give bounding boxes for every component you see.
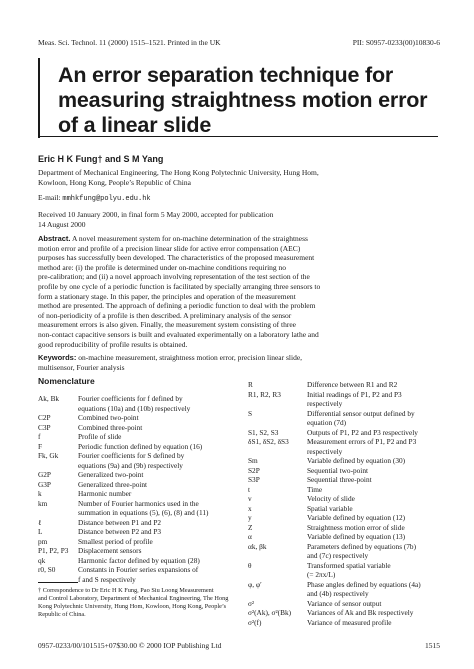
nomenclature-definition: Fourier coefficients for S defined by equations (9a) and (9b) respectively: [78, 451, 185, 470]
abstract-line: pre-calibration; and (ii) a novel approach involving representation of the test section of the: [38, 272, 310, 282]
nomenclature-entry: [38, 489, 240, 499]
nomenclature-entry: [248, 437, 440, 456]
journal-citation: Meas. Sci. Technol. 11 (2000) 1515–1521. Printed in the UK: [38, 38, 221, 47]
nomenclature-left-column: [38, 394, 240, 584]
nomenclature-entry: [248, 504, 440, 514]
nomenclature-entry: [38, 442, 240, 452]
nomenclature-definition: Variances of Ak and Bk respectively: [307, 608, 414, 617]
article-title: [58, 63, 428, 138]
nomenclature-symbol: θ: [248, 560, 252, 570]
abstract-line: A novel measurement system for on-machine determination of the straightness: [71, 234, 308, 243]
nomenclature-definition: Sequential two-point: [307, 465, 369, 475]
abstract-line: non-contact capacitive sensors is built and evaluated experimentally on a laboratory lathe and: [38, 329, 319, 339]
nomenclature-definition: Distance between P1 and P2: [78, 517, 162, 527]
nomenclature-symbol: qk: [38, 555, 46, 565]
nomenclature-definition: Number of Fourier harmonics used in the summation in equations (5), (6), (8) and (11): [78, 498, 209, 517]
nomenclature-symbol: αk, βk: [248, 541, 267, 551]
abstract-line: method are: (i) the profile is determined under on-machine conditions requiring no: [38, 262, 287, 272]
nomenclature-definition: Sequential three-point: [307, 475, 372, 484]
nomenclature-symbol: S1, S2, S3: [248, 427, 279, 437]
nomenclature-entry: [248, 542, 440, 561]
nomenclature-heading: Nomenclature: [38, 376, 95, 386]
nomenclature-entry: [248, 513, 440, 523]
abstract-line: of non-periodicity of a profile is then described. A preliminary analysis of the sensor: [38, 310, 292, 320]
nomenclature-entry: [248, 561, 440, 580]
nomenclature-entry: [248, 428, 440, 438]
nomenclature-entry: [248, 475, 440, 485]
title-line: of a linear slide: [58, 113, 212, 137]
nomenclature-entry: [38, 480, 240, 490]
nomenclature-definition: Variance of measured profile: [307, 617, 392, 627]
nomenclature-symbol: L: [38, 527, 43, 536]
keywords-line: multisensor, Fourier analysis: [38, 362, 125, 372]
nomenclature-definition: Constants in Fourier series expansions of f and S respectively: [78, 565, 199, 584]
nomenclature-definition: Parameters defined by equations (7b) and (7c) respectively: [307, 541, 417, 560]
nomenclature-symbol: ℓ: [38, 517, 42, 527]
nomenclature-entry: [38, 432, 240, 442]
page-number: 1515: [425, 641, 440, 650]
nomenclature-entry: [38, 394, 240, 413]
nomenclature-entry: [38, 499, 240, 518]
nomenclature-entry: [248, 390, 440, 409]
nomenclature-entry: [38, 423, 240, 433]
nomenclature-definition: Outputs of P1, P2 and P3 respectively: [307, 427, 418, 437]
footnote-line: and Control Laboratory, Department of Mechanical Engineering, The Hong: [38, 595, 229, 602]
nomenclature-definition: Velocity of slide: [307, 494, 355, 503]
nomenclature-definition: Variable defined by equation (30): [307, 456, 406, 465]
dates-line: 14 August 2000: [38, 219, 86, 229]
nomenclature-entry: [248, 494, 440, 504]
nomenclature-symbol: P1, P2, P3: [38, 546, 69, 555]
nomenclature-symbol: pm: [38, 536, 48, 546]
nomenclature-symbol: Fk, Gk: [38, 451, 59, 460]
nomenclature-symbol: R1, R2, R3: [248, 389, 281, 399]
email-link[interactable]: mmhkfung@polyu.edu.hk: [62, 195, 151, 203]
nomenclature-symbol: φ, φ′: [248, 579, 262, 589]
nomenclature-definition: Profile of slide: [78, 432, 122, 441]
nomenclature-definition: Difference between R1 and R2: [307, 380, 398, 389]
nomenclature-entry: [248, 466, 440, 476]
footnote-rule: [38, 582, 78, 583]
keywords: [38, 353, 438, 372]
nomenclature-symbol: v: [248, 494, 252, 503]
nomenclature-definition: Harmonic factor defined by equation (28): [78, 555, 200, 565]
title-line: measuring straightness motion error: [58, 88, 428, 112]
nomenclature-definition: Variable defined by equation (13): [307, 532, 406, 541]
nomenclature-symbol: σ²(f): [248, 617, 262, 627]
keywords-label: Keywords:: [38, 353, 77, 362]
nomenclature-definition: Measurement errors of P1, P2 and P3 respectively: [307, 437, 417, 456]
nomenclature-definition: Transformed spatial variable (= 2πx/L): [307, 560, 391, 579]
nomenclature-entry: [38, 556, 240, 566]
nomenclature-symbol: F: [38, 441, 43, 451]
abstract-line: purposes has successfully been developed. The characteristics of the proposed measurement: [38, 253, 315, 263]
footnote: [38, 587, 238, 619]
nomenclature-entry: [248, 409, 440, 428]
abstract-line: motion error and profile of a precision linear slide for active error compensation (AEC): [38, 243, 301, 253]
nomenclature-entry: [38, 470, 240, 480]
nomenclature-symbol: σ²: [248, 598, 255, 608]
abstract: [38, 234, 438, 349]
nomenclature-entry: [248, 580, 440, 599]
nomenclature-symbol: km: [38, 498, 48, 508]
nomenclature-definition: Spatial variable: [307, 503, 353, 513]
affiliation-line: Department of Mechanical Engineering, The Hong Kong Polytechnic University, Hung Hom,: [38, 168, 319, 177]
nomenclature-entry: [248, 532, 440, 542]
nomenclature-entry: [248, 380, 440, 390]
footnote-line: † Correspondence to Dr Eric H K Fung, Pao Siu Loong Measurement: [38, 587, 214, 594]
nomenclature-definition: Generalized three-point: [78, 479, 148, 489]
keywords-line: on-machine measurement, straightness motion error, precision linear slide,: [78, 353, 303, 362]
nomenclature-definition: Displacement sensors: [78, 546, 142, 555]
abstract-line: measurement errors is also given. Finally, the measurement system consisting of three: [38, 320, 296, 330]
nomenclature-definition: Straightness motion error of slide: [307, 522, 405, 532]
nomenclature-symbol: α: [248, 532, 252, 541]
nomenclature-symbol: Z: [248, 522, 253, 532]
abstract-line: profile by one cycle of a periodic function is facilitated by specially arranging three sensors to: [38, 281, 321, 291]
abstract-label: Abstract.: [38, 234, 71, 243]
nomenclature-symbol: y: [248, 513, 252, 522]
pii-code: PII: S0957-0233(00)10830-6: [352, 38, 440, 47]
nomenclature-symbol: f: [38, 432, 41, 441]
nomenclature-entry: [38, 518, 240, 528]
email-line: [38, 193, 438, 205]
author-list: Eric H K Fung† and S M Yang: [38, 154, 164, 164]
abstract-line: form a stationary stage. In this paper, the principles and operation of the measurement: [38, 291, 296, 301]
nomenclature-symbol: Ak, Bk: [38, 394, 60, 403]
email-label: E-mail:: [38, 193, 61, 202]
footer-copyright: 0957-0233/00/101515+07$30.00 © 2000 IOP Publishing Ltd: [38, 641, 222, 650]
nomenclature-definition: Initial readings of P1, P2 and P3 respectively: [307, 389, 402, 408]
nomenclature-definition: Generalized two-point: [78, 470, 144, 479]
nomenclature-entry: [38, 451, 240, 470]
nomenclature-entry: [38, 546, 240, 556]
nomenclature-definition: Variable defined by equation (12): [307, 513, 406, 522]
nomenclature-entry: [248, 456, 440, 466]
nomenclature-entry: [248, 523, 440, 533]
nomenclature-symbol: G2P: [38, 470, 51, 479]
nomenclature-definition: Harmonic number: [78, 489, 132, 498]
nomenclature-entry: [248, 599, 440, 609]
nomenclature-definition: Combined two-point: [78, 413, 139, 422]
nomenclature-symbol: x: [248, 503, 252, 513]
abstract-line: method are presented. The approach of defining a periodic function to deal with the problem: [38, 301, 316, 311]
nomenclature-symbol: S: [248, 408, 253, 418]
nomenclature-entry: [248, 485, 440, 495]
nomenclature-symbol: C2P: [38, 413, 51, 422]
affiliation: [38, 168, 438, 187]
nomenclature-entry: [38, 537, 240, 547]
nomenclature-symbol: k: [38, 489, 42, 498]
nomenclature-symbol: δS1, δS2, δS3: [248, 437, 289, 446]
nomenclature-definition: Variance of sensor output: [307, 598, 382, 608]
received-dates: [38, 210, 438, 229]
nomenclature-definition: Combined three-point: [78, 422, 143, 432]
nomenclature-definition: Distance between P2 and P3: [78, 527, 162, 536]
title-line: An error separation technique for: [58, 63, 394, 87]
nomenclature-symbol: S2P: [248, 465, 260, 475]
nomenclature-symbol: t: [248, 484, 251, 494]
nomenclature-entry: [248, 608, 440, 618]
dates-line: Received 10 January 2000, in final form 5 May 2000, accepted for publication: [38, 210, 274, 219]
nomenclature-symbol: S3P: [248, 475, 260, 484]
nomenclature-entry: [248, 618, 440, 628]
nomenclature-symbol: Sm: [248, 456, 258, 465]
nomenclature-symbol: σ²(Ak), σ²(Bk): [248, 608, 292, 617]
title-left-rule: [38, 58, 40, 138]
nomenclature-symbol: R: [248, 380, 253, 389]
affiliation-line: Kowloon, Hong Kong, People’s Republic of China: [38, 177, 191, 187]
nomenclature-entry: [38, 413, 240, 423]
footnote-line: Republic of China.: [38, 611, 86, 618]
abstract-line: good reproducibility of profile results is obtained.: [38, 339, 188, 349]
nomenclature-definition: Time: [307, 484, 323, 494]
nomenclature-entry: [38, 527, 240, 537]
nomenclature-definition: Smallest period of profile: [78, 536, 153, 546]
footnote-line: Kong Polytechnic University, Hung Hom, Kowloon, Hong Kong, People’s: [38, 603, 227, 610]
nomenclature-symbol: C3P: [38, 422, 51, 432]
nomenclature-right-column: [248, 380, 440, 627]
nomenclature-symbol: G3P: [38, 479, 51, 489]
nomenclature-definition: Phase angles defined by equations (4a) and (4b) respectively: [307, 579, 421, 598]
nomenclature-definition: Fourier coefficients for f defined by equations (10a) and (10b) respectively: [78, 394, 191, 413]
nomenclature-symbol: r0, S0: [38, 565, 56, 574]
nomenclature-definition: Periodic function defined by equation (16): [78, 441, 203, 451]
nomenclature-definition: Differential sensor output defined by equation (7d): [307, 408, 415, 427]
